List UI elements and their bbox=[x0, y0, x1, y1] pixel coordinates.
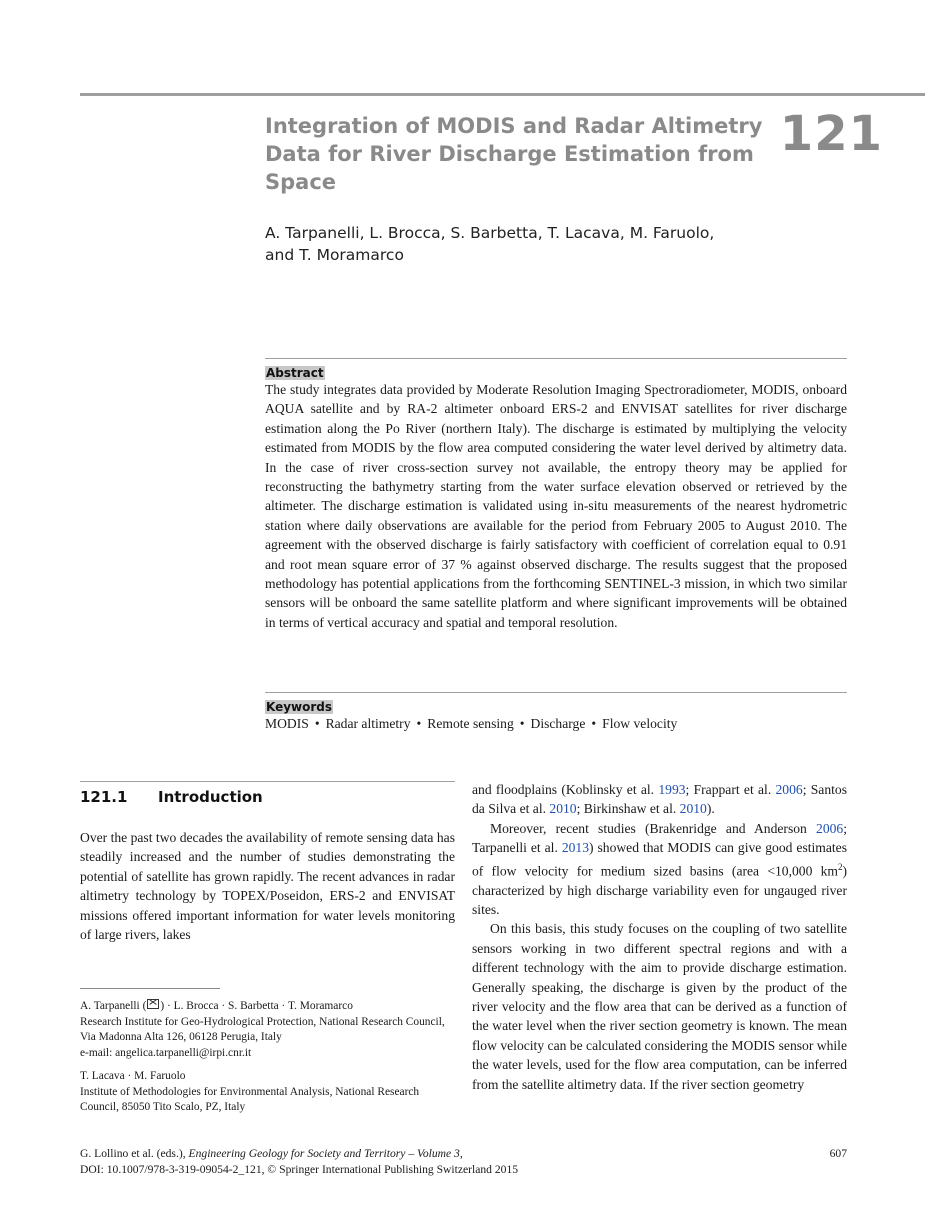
citation-link[interactable]: 2006 bbox=[816, 820, 844, 836]
keywords-label-wrap bbox=[265, 696, 333, 715]
keyword: Flow velocity bbox=[602, 716, 678, 731]
abstract-label-wrap bbox=[265, 362, 325, 381]
footnote-affiliation: T. Lacava · M. Faruolo Institute of Methodologies for Environmental Analysis, National Research Council, 85050 Tito Scalo, PZ, Italy bbox=[80, 1070, 420, 1114]
intro-paragraph: Over the past two decades the availability of remote sensing data has steadily increased and the number of studies demonstrating the potential of satellite has grown rapidly. The recent advances in radar altimetry technology by TOPEX/Poseidon, ERS-2 and ENVISAT missions offered important information for water levels monitoring of large rivers, lakes bbox=[80, 830, 455, 943]
introduction-heading bbox=[80, 788, 263, 806]
abstract-text: The study integrates data provided by Moderate Resolution Imaging Spectroradiometer, MODIS, onboard AQUA satellite and by RA-2 altimeter onboard ERS-2 and ENVISAT satellites for river discharge estimation along the Po River (northern Italy). The discharge is estimated by multiplying the velocity estimated from MODIS by the flow area computed considering the water level derived by altimetry data. In the case of river cross-section survey not available, the entropy theory may be applied for reconstructing the bathymetry starting from the water surface elevation observed or retrieved by the altimeter. The discharge estimation is validated using in-situ measurements of the nearest hydrometric station where daily observations are available for the period from February 2005 to August 2010. The agreement with the observed discharge is fairly satisfactory with coefficient of correlation equal to 0.91 and root mean square error of 37 % against observed discharge. The results suggest that the proposed methodology has potential applications from the forthcoming SENTINEL-3 mission, in which two similar sensors will be onboard the same satellite platform and where significant improvements will be obtained in terms of vertical accuracy and spatial and temporal resolution. bbox=[265, 382, 847, 630]
keywords-list bbox=[265, 714, 847, 733]
keywords-label: Keywords bbox=[266, 700, 333, 714]
citation-link[interactable]: 2010 bbox=[549, 801, 577, 817]
citation-link[interactable]: 2010 bbox=[679, 801, 707, 817]
page-footer: G. Lollino et al. (eds.), Engineering Geology for Society and Territory – Volume 3, DOI: 10.1007/978-3-319-09054-2_121, © Springer International Publishing Switzerland 2015 bbox=[80, 1146, 847, 1178]
chapter-title: Integration of MODIS and Radar Altimetry Data for River Discharge Estimation from Space bbox=[265, 114, 763, 194]
section-number: 121.1 bbox=[80, 788, 128, 806]
citation-link[interactable]: 2013 bbox=[561, 840, 589, 856]
keyword-separator: • bbox=[416, 716, 422, 731]
doi-line: DOI: 10.1007/978-3-319-09054-2_121, © Springer International Publishing Switzerland 2015 bbox=[80, 1162, 519, 1176]
chapter-number: 121 bbox=[779, 106, 883, 162]
intro-paragraph: and floodplains (Koblinsky et al. 1993; Frappart et al. 2006; Santos da Silva et al. 2010; Birkinshaw et al. 2010). bbox=[472, 782, 847, 817]
footnote-rule bbox=[80, 988, 220, 989]
abstract-rule bbox=[265, 358, 847, 359]
keyword-separator: • bbox=[519, 716, 525, 731]
introduction-rule bbox=[80, 781, 455, 782]
citation-link[interactable]: 1993 bbox=[658, 782, 686, 797]
section-title: Introduction bbox=[158, 788, 263, 806]
keyword: Radar altimetry bbox=[325, 716, 411, 731]
citation-link[interactable]: 2006 bbox=[775, 782, 803, 797]
keyword: MODIS bbox=[265, 716, 309, 731]
keyword-separator: • bbox=[591, 716, 597, 731]
keyword-separator: • bbox=[314, 716, 320, 731]
abstract-label: Abstract bbox=[266, 366, 324, 380]
keyword: Discharge bbox=[530, 716, 586, 731]
page-number: 607 bbox=[829, 1147, 847, 1160]
author-email[interactable]: e-mail: angelica.tarpanelli@irpi.cnr.it bbox=[80, 1046, 252, 1059]
intro-paragraph: Moreover, recent studies (Brakenridge and Anderson 2006; Tarpanelli et al. 2013) showed that MODIS can give good estimates of flow velocity for medium sized basins (area <10,000 $km^2$) characterized by high discharge variability even for ungauged river sites. bbox=[472, 820, 847, 917]
intro-paragraph: On this basis, this study focuses on the coupling of two satellite sensors working in two different spectral regions and with a different technology with the aim to provide discharge estimation. Generally speaking, the discharge is given by the product of the river velocity and the flow area that can be derived as a function of the water level when the river section geometry is known. The mean flow velocity can be calculated considering the MODIS sensor while the water levels, used for the flow area computation, can be inferred from the satellite altimetry data. If the river section geometry bbox=[472, 921, 847, 1092]
envelope-icon bbox=[147, 999, 159, 1009]
top-rule bbox=[80, 93, 925, 96]
intro-right-column bbox=[472, 780, 847, 1094]
keyword: Remote sensing bbox=[427, 716, 514, 731]
author-list: A. Tarpanelli, L. Brocca, S. Barbetta, T. Lacava, M. Faruolo, and T. Moramarco bbox=[265, 224, 715, 264]
footnote-affiliation: A. Tarpanelli ( ) · L. Brocca · S. Barbetta · T. Moramarco Research Institute for Geo-Hydrological Protection, National Research Council, Via Madonna Alta 126, 06128 Perugia, Italy e-mail: angelica.tarpanelli@irpi.cnr.it bbox=[80, 999, 455, 1061]
keywords-rule bbox=[265, 692, 847, 693]
